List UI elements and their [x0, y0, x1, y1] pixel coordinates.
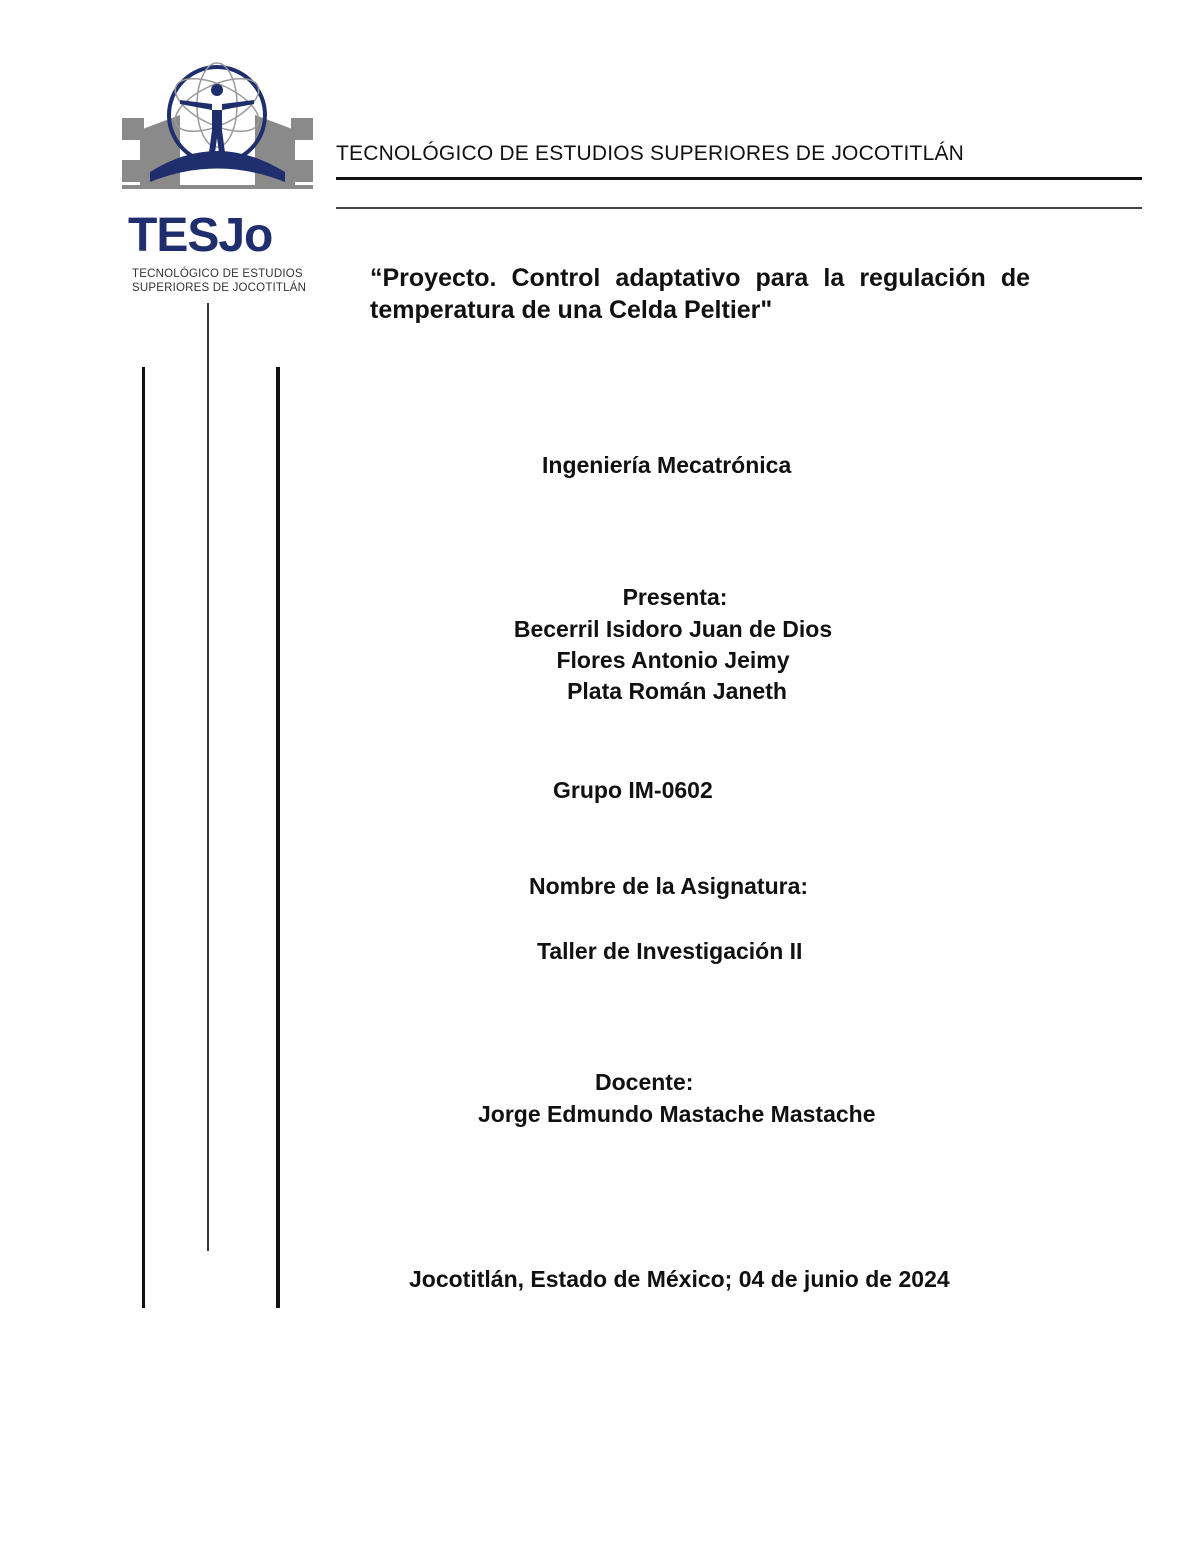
- institution-logo: [120, 60, 315, 305]
- career-name: Ingeniería Mecatrónica: [542, 452, 792, 478]
- subject-name: Taller de Investigación II: [537, 938, 803, 964]
- presenters-label: Presenta:: [622, 584, 728, 610]
- left-vertical-line: [142, 367, 145, 1308]
- group-code: Grupo IM-0602: [553, 777, 713, 803]
- subject-label: Nombre de la Asignatura:: [529, 873, 809, 899]
- middle-vertical-line: [207, 303, 209, 1251]
- presenter-name-2: Flores Antonio Jeimy: [556, 647, 790, 673]
- logo-emblem-graphic: [120, 60, 315, 210]
- presenter-name-1: Becerril Isidoro Juan de Dios: [513, 616, 833, 642]
- project-title: “Proyecto. Control adaptativo para la regulación de temperatura de una Celda Peltier": [370, 264, 1030, 324]
- header-rule-top: [336, 177, 1142, 180]
- right-vertical-line: [276, 367, 280, 1308]
- header-rule-bottom: [336, 207, 1142, 209]
- presenter-name-3: Plata Román Janeth: [567, 678, 787, 704]
- place-and-date: Jocotitlán, Estado de México; 04 de junio de 2024: [409, 1266, 950, 1292]
- institution-name: TECNOLÓGICO DE ESTUDIOS SUPERIORES DE JOCOTITLÁN: [336, 142, 965, 165]
- teacher-label: Docente:: [595, 1069, 694, 1095]
- logo-acronym: TESJo: [128, 209, 273, 262]
- logo-subtitle-line1: TECNOLÓGICO DE ESTUDIOS: [132, 268, 303, 280]
- teacher-name: Jorge Edmundo Mastache Mastache: [478, 1101, 876, 1127]
- logo-subtitle-line2: SUPERIORES DE JOCOTITLÁN: [132, 282, 307, 294]
